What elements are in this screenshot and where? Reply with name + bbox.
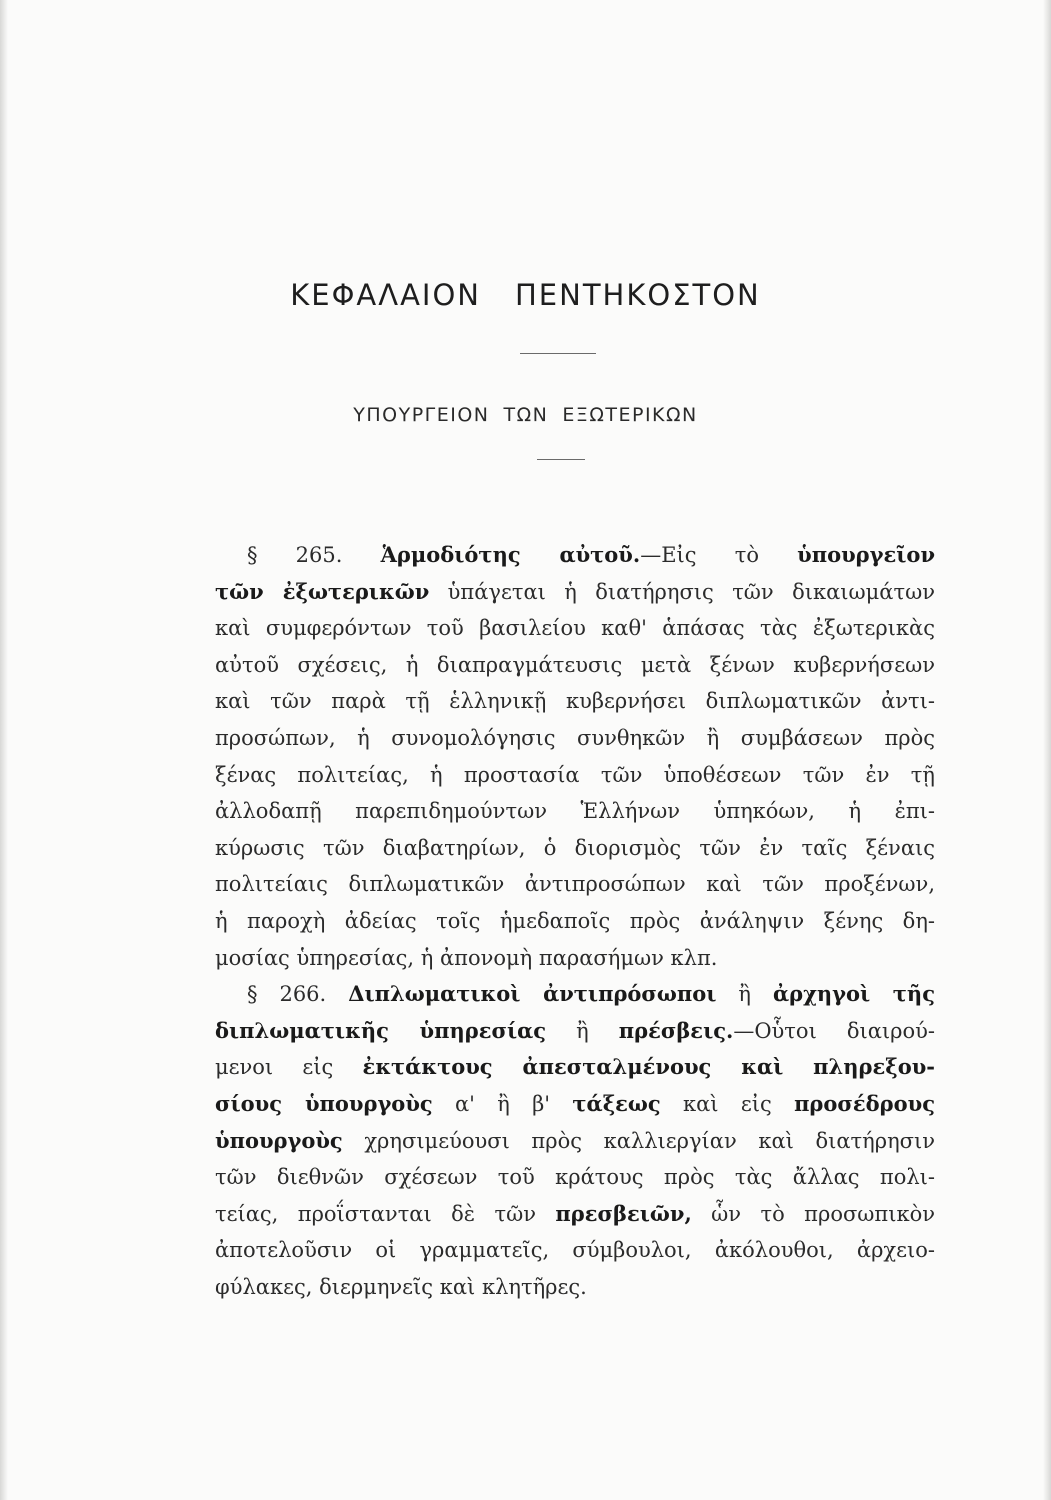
text-run: χρησιμεύουσι πρὸς καλλιεργίαν καὶ διατήρησιν [342, 1128, 935, 1153]
text-run: καὶ εἰς [660, 1091, 795, 1116]
text-run: ἢ [716, 982, 773, 1007]
text-line [215, 1086, 935, 1123]
bold-term: Ἁρμοδιότης αὐτοῦ. [380, 542, 641, 567]
divider-rule [537, 459, 585, 460]
text-run: καὶ συμφερόντων τοῦ βασιλείου καθ' ἁπάσας τὰς ἐξωτερικὰς [215, 616, 935, 641]
bold-term: προσέδρους [794, 1090, 935, 1116]
text-run: ἀλλοδαπῇ παρεπιδημούντων Ἑλλήνων ὑπηκόων, ἡ ἐπι- [215, 799, 935, 824]
chapter-title [0, 278, 1051, 312]
text-line [215, 1196, 935, 1233]
text-line [215, 574, 935, 611]
text-run: τείας, προΐστανται δὲ τῶν [215, 1201, 556, 1226]
text-run: —Οὗτοι διαιρού- [733, 1018, 935, 1043]
text-line [215, 830, 935, 867]
text-run: καὶ τῶν παρὰ τῇ ἑλληνικῇ κυβερνήσει διπλωματικῶν ἀντι- [215, 689, 935, 714]
text-run: αὐτοῦ σχέσεις, ἡ διαπραγμάτευσις μετὰ ξένων κυβερνήσεων [215, 652, 935, 677]
text-line [215, 976, 935, 1013]
text-line [215, 757, 935, 794]
bold-term: ἀρχηγοὶ τῆς [772, 981, 935, 1007]
text-line [215, 1013, 935, 1050]
text-line [215, 866, 935, 903]
text-line [215, 1159, 935, 1196]
text-run: α' ἢ β' [432, 1091, 573, 1116]
bold-term: πρεσβειῶν, [555, 1200, 692, 1226]
text-line [215, 537, 935, 574]
text-run: ὑπάγεται ἡ διατήρησις τῶν δικαιωμάτων [429, 579, 935, 604]
text-line [215, 1049, 935, 1086]
text-run: ἢ [546, 1018, 619, 1043]
section-heading-word: ΕΞΩΤΕΡΙΚΩΝ [562, 404, 698, 426]
text-run: μενοι εἰς [215, 1055, 363, 1080]
text-line [215, 793, 935, 830]
text-run: φύλακες, διερμηνεῖς καὶ κλητῆρες. [215, 1274, 587, 1299]
bold-term: τάξεως [572, 1090, 661, 1116]
text-line [215, 1232, 935, 1269]
text-run: ἡ παροχὴ ἀδείας τοῖς ἡμεδαποῖς πρὸς ἀνάληψιν ξένης δη- [215, 908, 935, 933]
bold-term: ὑπουργεῖον [797, 542, 936, 567]
divider-rule [520, 353, 596, 354]
text-line [215, 1123, 935, 1160]
text-line [215, 1269, 935, 1306]
text-line [215, 903, 935, 940]
text-run: § 266. [247, 982, 349, 1007]
text-run: § 265. [247, 543, 381, 567]
bold-term: ἐκτάκτους ἀπεσταλμένους καὶ πληρεξου- [362, 1054, 935, 1080]
section-heading [0, 404, 1051, 426]
section-heading-word: ΥΠΟΥΡΓΕΙΟΝ [353, 404, 490, 426]
bold-term: τῶν ἐξωτερικῶν [215, 578, 430, 604]
bold-term: Διπλωματικοὶ ἀντιπρόσωποι [348, 981, 717, 1007]
body-text [215, 537, 935, 1305]
text-run: μοσίας ὑπηρεσίας, ἡ ἀπονομὴ παρασήμων κλπ. [215, 945, 718, 970]
text-run: ὧν τὸ προσωπικὸν [691, 1201, 935, 1226]
bold-term: διπλωματικῆς ὑπηρεσίας [215, 1017, 547, 1043]
bold-term: ὑπουργοὺς [215, 1127, 343, 1153]
text-run: ἀποτελοῦσιν οἱ γραμματεῖς, σύμβουλοι, ἀκόλουθοι, ἀρχειο- [215, 1238, 935, 1263]
text-line [215, 940, 935, 977]
text-run: τῶν διεθνῶν σχέσεων τοῦ κράτους πρὸς τὰς ἄλλας πολι- [215, 1165, 935, 1190]
text-line [215, 610, 935, 647]
chapter-title-word: ΚΕΦΑΛΑΙΟΝ [290, 278, 481, 312]
text-run: κύρωσις τῶν διαβατηρίων, ὁ διορισμὸς τῶν ἐν ταῖς ξέναις [215, 835, 935, 860]
bold-term: πρέσβεις. [618, 1017, 734, 1043]
bold-term: σίους ὑπουργοὺς [215, 1090, 433, 1116]
section-heading-word: ΤΩΝ [503, 404, 549, 426]
chapter-title-word: ΠΕΝΤΗΚΟΣΤΟΝ [515, 278, 761, 312]
text-run: πολιτείαις διπλωματικῶν ἀντιπροσώπων καὶ τῶν προξένων, [215, 872, 935, 897]
text-run: —Εἰς τὸ [640, 543, 798, 567]
text-line [215, 683, 935, 720]
text-line [215, 647, 935, 684]
page-edge-left [0, 0, 8, 1500]
page-edge-right [1043, 0, 1051, 1500]
text-run: προσώπων, ἡ συνομολόγησις συνθηκῶν ἢ συμβάσεων πρὸς [215, 725, 935, 750]
text-line [215, 720, 935, 757]
text-run: ξένας πολιτείας, ἡ προστασία τῶν ὑποθέσεων τῶν ἐν τῇ [215, 762, 935, 787]
